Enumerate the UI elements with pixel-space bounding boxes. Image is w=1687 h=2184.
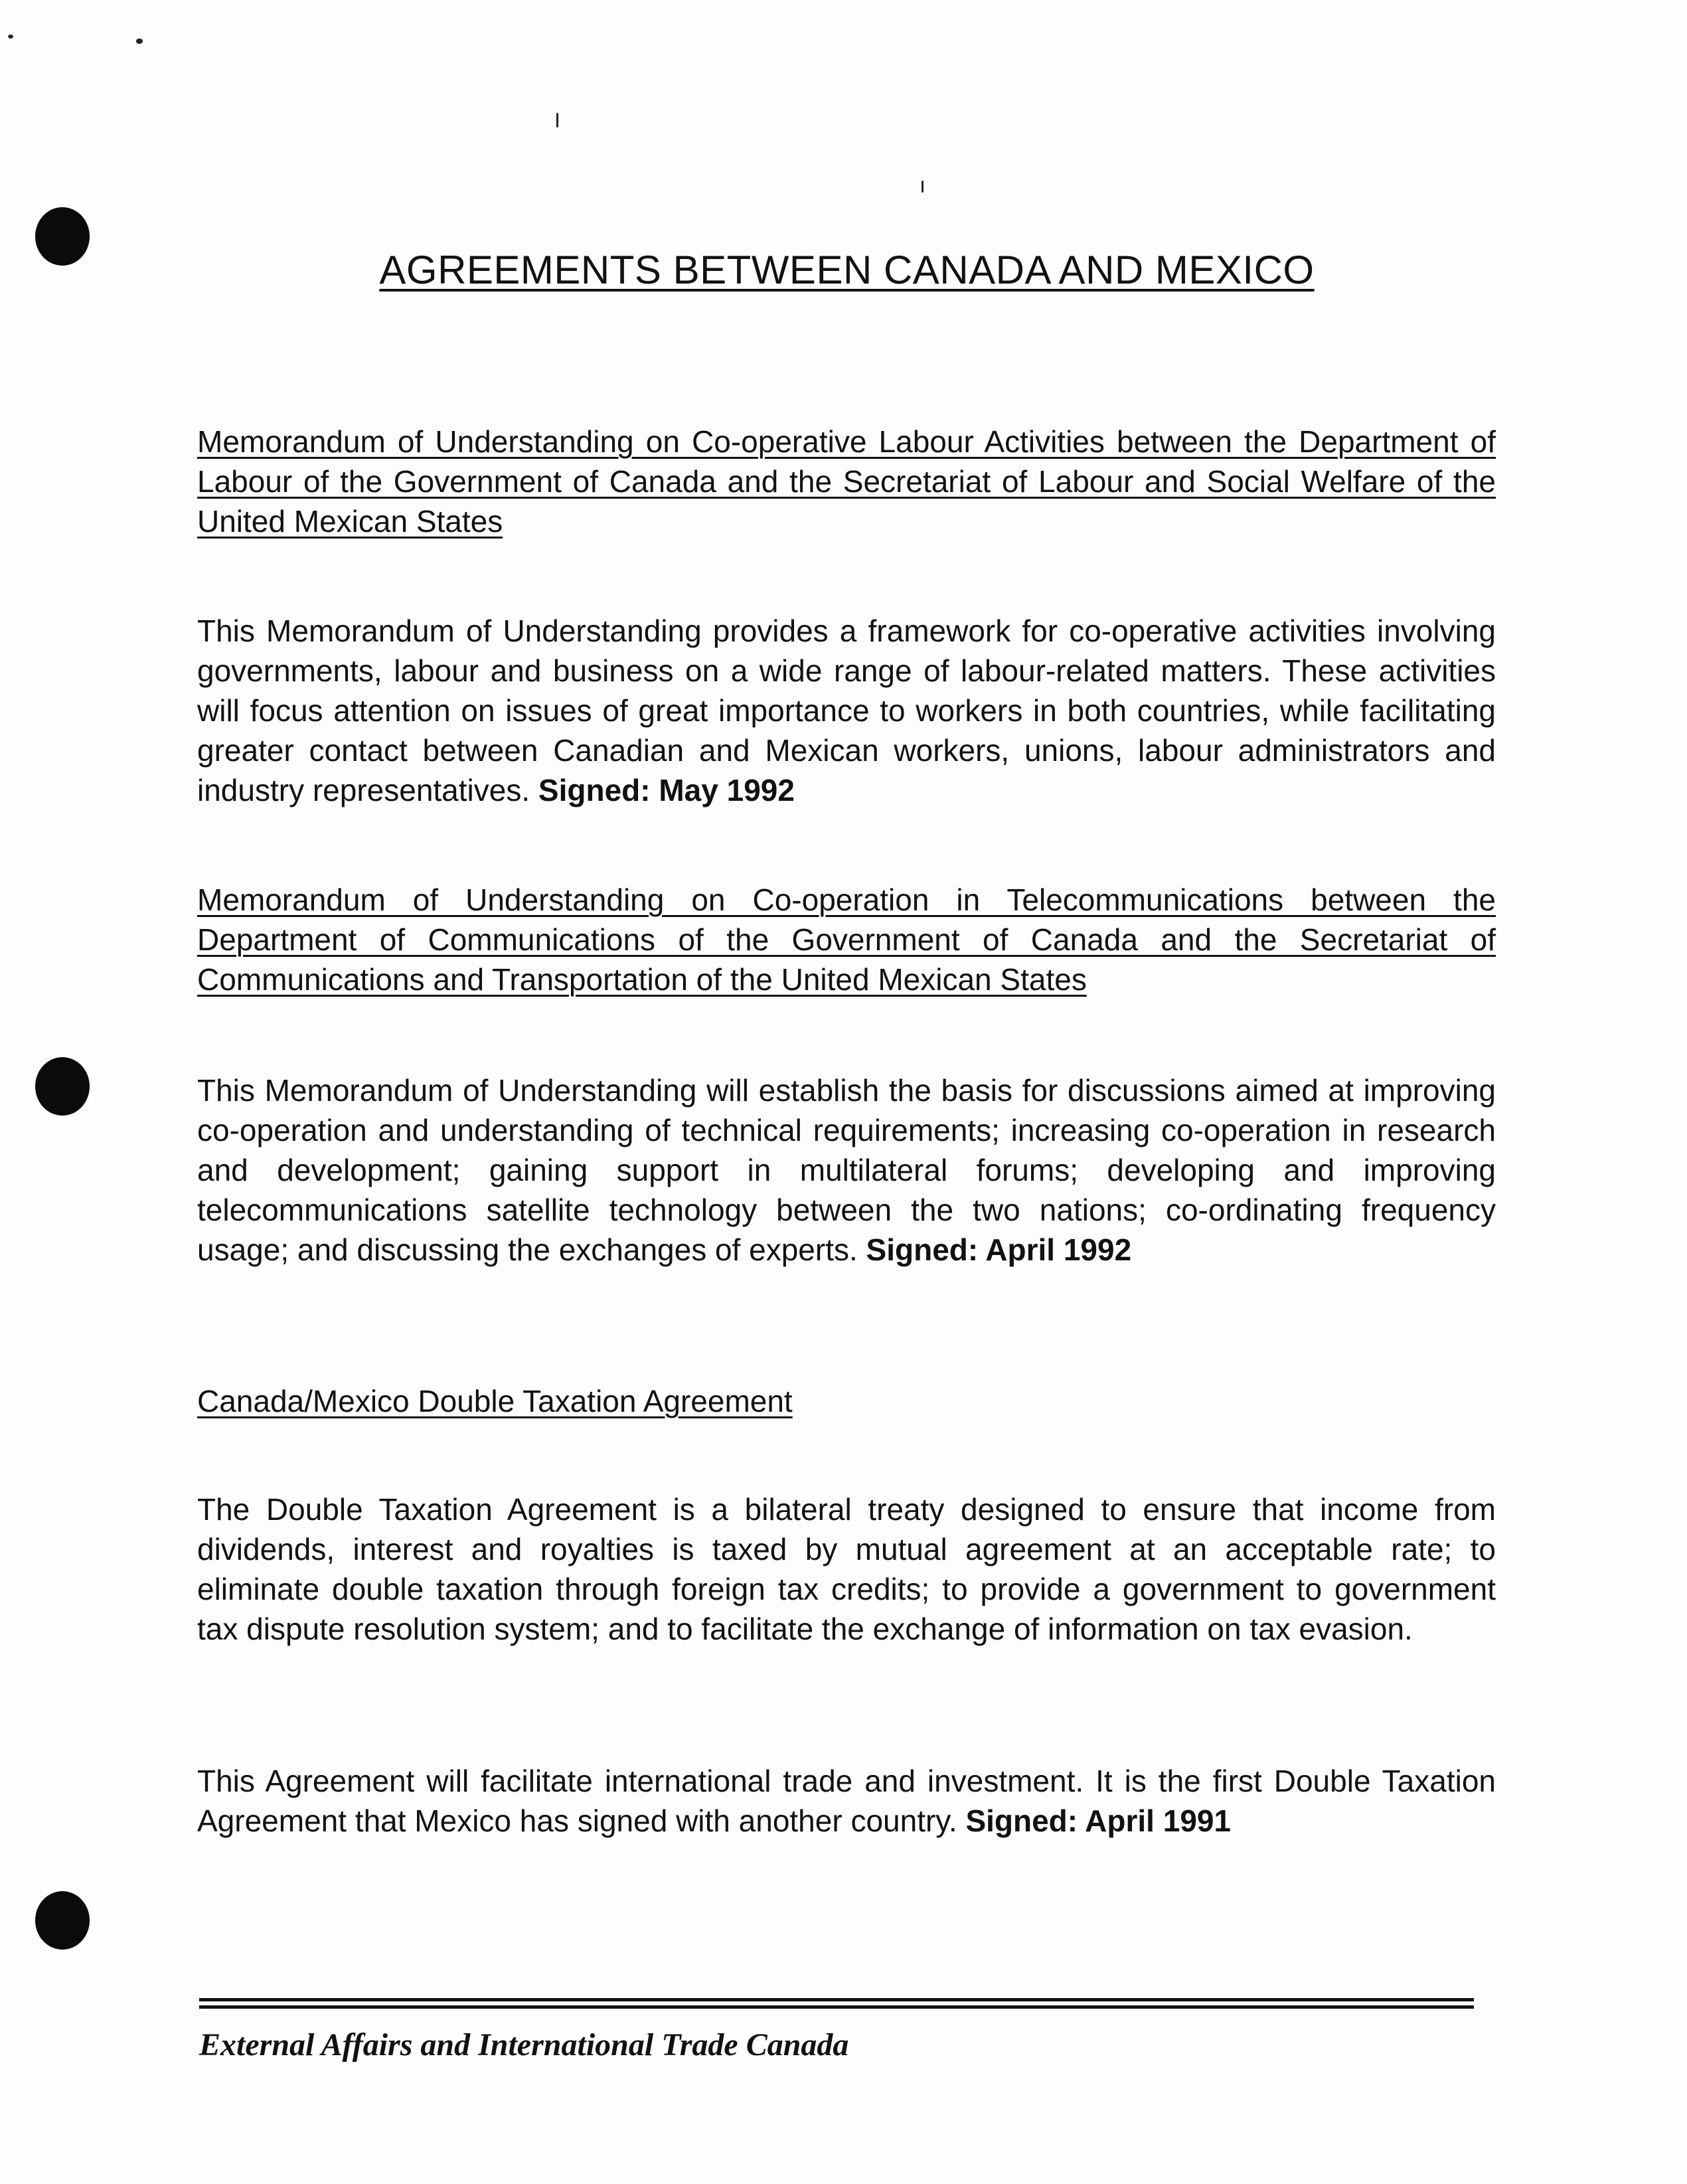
punch-hole-bottom — [35, 1891, 90, 1950]
section-paragraph-labour — [197, 611, 1496, 810]
scan-speck — [556, 113, 558, 127]
scan-speck — [136, 39, 143, 44]
paragraph-text: The Double Taxation Agreement is a bilateral treaty designed to ensure that income from dividends, interest and royalties is taxed by mutual agreement at an acceptable rate; to eliminate double taxation through foreign tax credits; to provide a government to government tax dispute resolution system; and to facilitate the exchange of information on tax evasion. — [197, 1492, 1496, 1646]
scan-speck — [8, 35, 13, 39]
section-heading-telecommunications: Memorandum of Understanding on Co-operation in Telecommunications between the Department of Communications of the Government of Canada and the Secretariat of Communications and Transportation of the United Mexican States — [197, 882, 1496, 997]
punch-hole-middle — [35, 1057, 90, 1116]
section-paragraph-telecommunications — [197, 1070, 1496, 1270]
section-heading-labour: Memorandum of Understanding on Co-operative Labour Activities between the Department of Labour of the Government of Canada and the Secretariat of Labour and Social Welfare of the United Mexican States — [197, 424, 1496, 539]
signed-date: Signed: May 1992 — [538, 773, 795, 807]
section-heading-double-taxation: Canada/Mexico Double Taxation Agreement — [197, 1384, 793, 1418]
section-paragraph-double-taxation-2 — [197, 1761, 1496, 1841]
paragraph-text: This Agreement will facilitate international trade and investment. It is the first Double Taxation Agreement that Mexico has signed with another country. — [197, 1764, 1496, 1838]
footer-rule — [199, 1998, 1474, 2009]
scan-speck — [922, 181, 924, 193]
section-paragraph-double-taxation-1 — [197, 1489, 1496, 1649]
paragraph-text: This Memorandum of Understanding provides a framework for co-operative activities involving governments, labour and business on a wide range of labour-related matters. These activities will focus attention on issues of great importance to workers in both countries, while facilitating greater contact between Canadian and Mexican workers, unions, labour administrators and industry representatives. — [197, 614, 1496, 807]
paragraph-text: This Memorandum of Understanding will establish the basis for discussions aimed at improving co-operation and understanding of technical requirements; increasing co-operation in research and development; gaining support in multilateral forums; developing and improving telecommunications satellite technology between the two nations; co-ordinating frequency usage; and discussing the exchanges of experts. — [197, 1073, 1496, 1267]
page-title: AGREEMENTS BETWEEN CANADA AND MEXICO — [379, 248, 1315, 292]
footer-publisher: External Affairs and International Trade Canada — [199, 2027, 849, 2062]
signed-date: Signed: April 1992 — [866, 1232, 1132, 1267]
signed-date: Signed: April 1991 — [965, 1804, 1232, 1838]
